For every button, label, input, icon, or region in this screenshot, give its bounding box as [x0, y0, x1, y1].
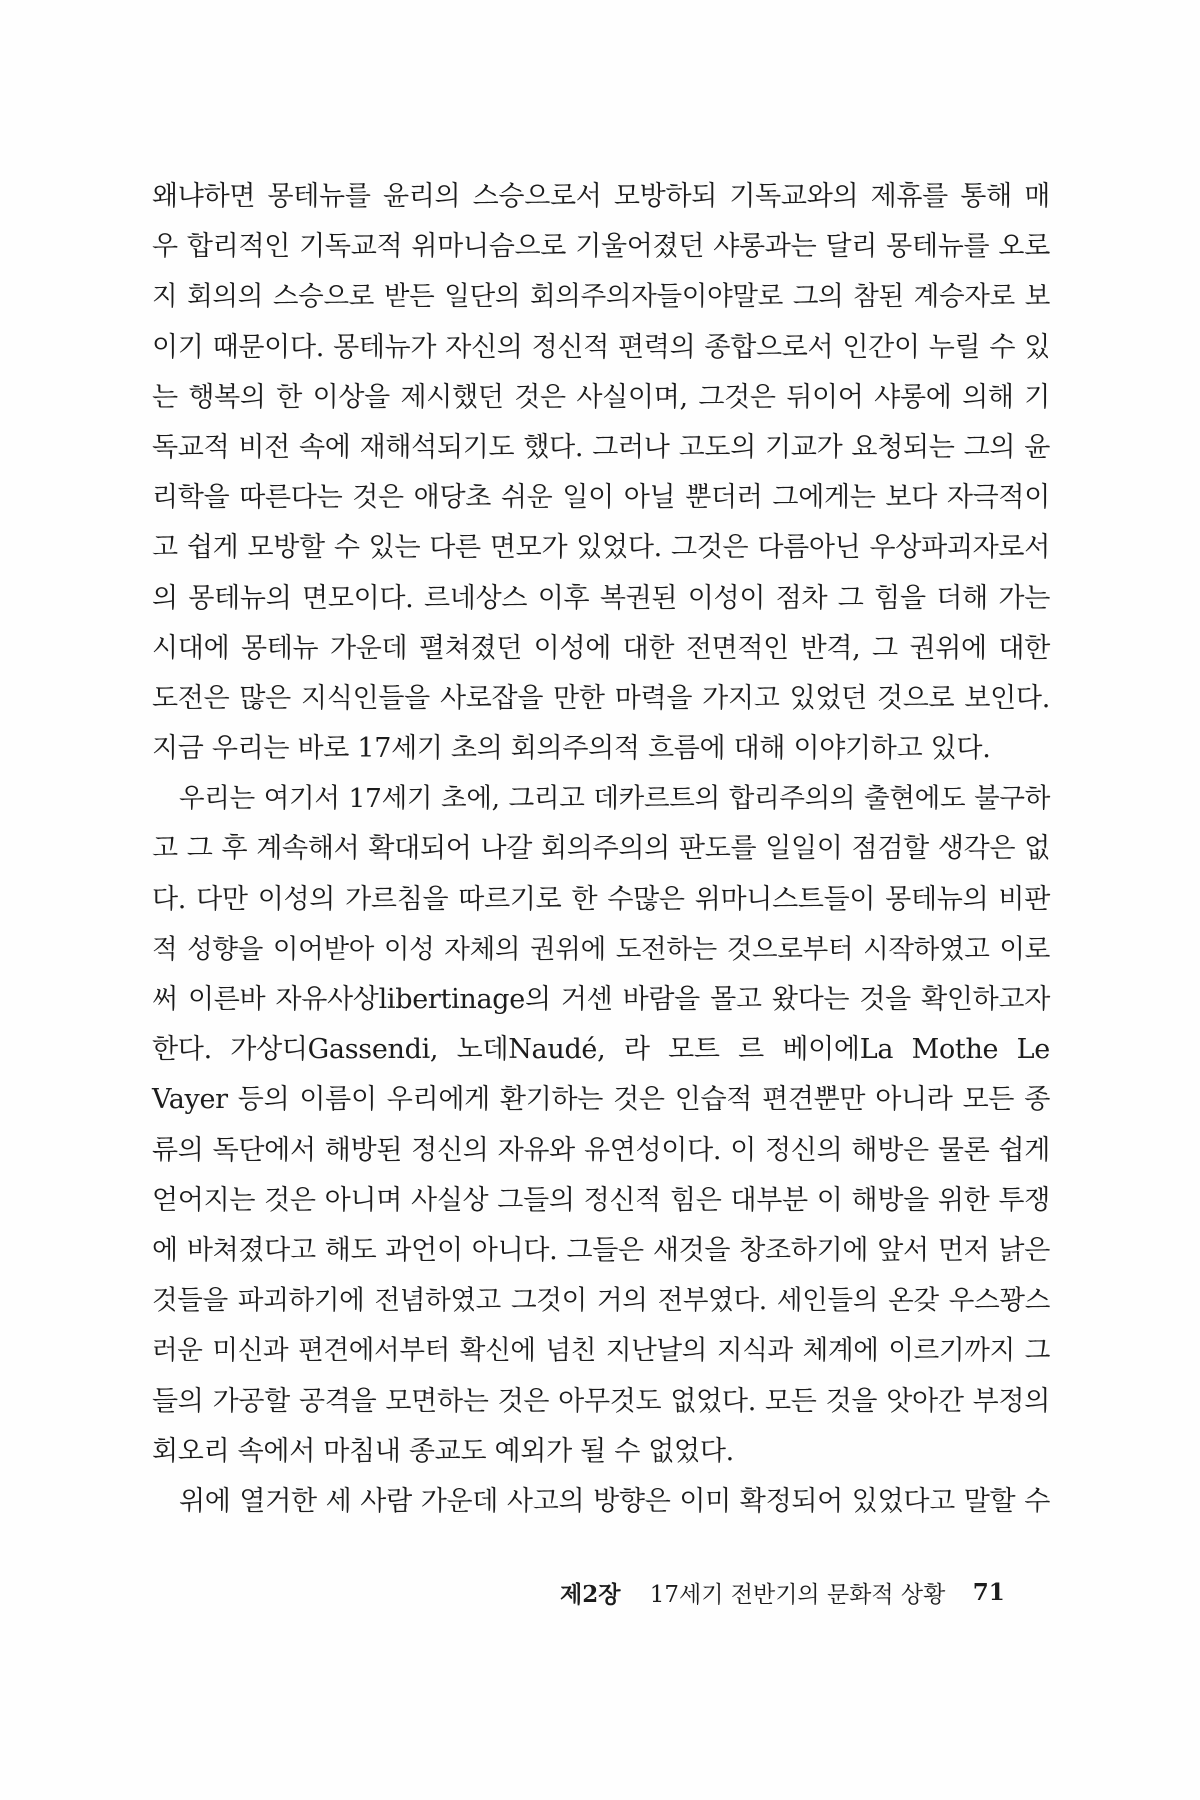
text-line: 들의 가공할 공격을 모면하는 것은 아무것도 없었다. 모든 것을 앗아간 부정의	[152, 1385, 1050, 1417]
text-line: 는 행복의 한 이상을 제시했던 것은 사실이며, 그것은 뒤이어 샤롱에 의해 기	[152, 381, 1050, 413]
paragraph-start-line: 우리는 여기서 17세기 초에, 그리고 데카르트의 합리주의의 출현에도 불구하	[179, 783, 1050, 815]
text-line: 얻어지는 것은 아니며 사실상 그들의 정신적 힘은 대부분 이 해방을 위한 투쟁	[152, 1184, 1050, 1216]
text-line: 리학을 따른다는 것은 애당초 쉬운 일이 아닐 뿐더러 그에게는 보다 자극적이	[152, 482, 1050, 514]
text-line: 이기 때문이다. 몽테뉴가 자신의 정신적 편력의 종합으로서 인간이 누릴 수 있	[152, 331, 1050, 363]
text-line: 고 쉽게 모방할 수 있는 다른 면모가 있었다. 그것은 다름아닌 우상파괴자로서	[152, 532, 1050, 564]
text-line: 의 몽테뉴의 면모이다. 르네상스 이후 복권된 이성이 점차 그 힘을 더해 가는	[152, 582, 1050, 614]
text-line: 에 바쳐졌다고 해도 과언이 아니다. 그들은 새것을 창조하기에 앞서 먼저 낡은	[152, 1234, 1050, 1266]
text-line: 우 합리적인 기독교적 위마니슴으로 기울어졌던 샤롱과는 달리 몽테뉴를 오로	[152, 231, 1050, 263]
running-footer	[560, 1576, 1040, 1616]
text-line: 도전은 많은 지식인들을 사로잡을 만한 마력을 가지고 있었던 것으로 보인다.	[152, 682, 1050, 714]
text-line: 회오리 속에서 마침내 종교도 예외가 될 수 없었다.	[152, 1435, 734, 1467]
text-line: 한다. 가상디Gassendi, 노데Naudé, 라 모트 르 베이에La Mothe Le	[152, 1034, 1050, 1066]
chapter-title: 17세기 전반기의 문화적 상황	[649, 1582, 946, 1608]
paragraph-start-line: 위에 열거한 세 사람 가운데 사고의 방향은 이미 확정되어 있었다고 말할 수	[179, 1485, 1050, 1517]
text-line: 것들을 파괴하기에 전념하였고 그것이 거의 전부였다. 세인들의 온갖 우스꽝스	[152, 1285, 1050, 1317]
text-line: 류의 독단에서 해방된 정신의 자유와 유연성이다. 이 정신의 해방은 물론 쉽게	[152, 1134, 1050, 1166]
text-line: 써 이른바 자유사상libertinage의 거센 바람을 몰고 왔다는 것을 확인하고자	[152, 984, 1050, 1015]
text-line: 왜냐하면 몽테뉴를 윤리의 스승으로서 모방하되 기독교와의 제휴를 통해 매	[152, 181, 1050, 212]
page-number: 71	[972, 1579, 1005, 1606]
text-line: 다. 다만 이성의 가르침을 따르기로 한 수많은 위마니스트들이 몽테뉴의 비판	[152, 883, 1050, 915]
text-line: 독교적 비전 속에 재해석되기도 했다. 그러나 고도의 기교가 요청되는 그의 윤	[152, 431, 1050, 463]
text-line: 지금 우리는 바로 17세기 초의 회의주의적 흐름에 대해 이야기하고 있다.	[152, 733, 991, 765]
text-line: 적 성향을 이어받아 이성 자체의 권위에 도전하는 것으로부터 시작하였고 이로	[152, 933, 1050, 965]
text-line: Vayer 등의 이름이 우리에게 환기하는 것은 인습적 편견뿐만 아니라 모든 종	[152, 1084, 1050, 1116]
text-line: 지 회의의 스승으로 받든 일단의 회의주의자들이야말로 그의 참된 계승자로 보	[152, 281, 1050, 313]
text-line: 시대에 몽테뉴 가운데 펼쳐졌던 이성에 대한 전면적인 반격, 그 권위에 대한	[152, 632, 1050, 664]
body-text	[152, 172, 1050, 1527]
chapter-label: 제2장	[560, 1581, 621, 1608]
text-line: 고 그 후 계속해서 확대되어 나갈 회의주의의 판도를 일일이 점검할 생각은 없	[152, 833, 1050, 865]
text-line: 러운 미신과 편견에서부터 확신에 넘친 지난날의 지식과 체계에 이르기까지 그	[152, 1335, 1050, 1367]
